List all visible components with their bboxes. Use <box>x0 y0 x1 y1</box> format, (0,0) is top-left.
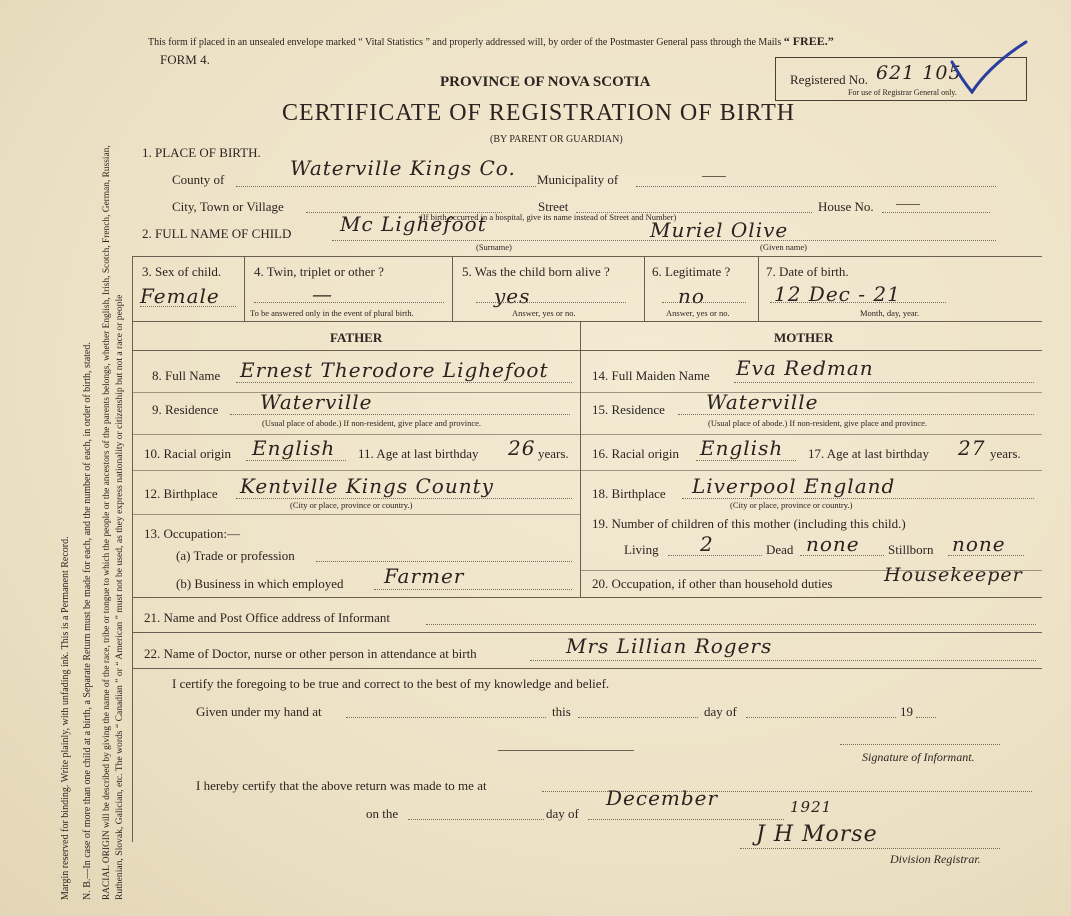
given-caption: (Given name) <box>760 242 807 252</box>
stillborn-value: none <box>952 532 1006 556</box>
father-name-label: 8. Full Name <box>152 368 221 383</box>
mother-children-label: 19. Number of children of this mother (including this child.) <box>592 516 906 531</box>
alive-value: yes <box>494 284 531 308</box>
dead-label: Dead <box>766 542 794 557</box>
father-business-value: Farmer <box>384 564 465 588</box>
municipality-label: Municipality of <box>537 172 619 187</box>
father-birthplace-label: 12. Birthplace <box>144 486 218 501</box>
registrar-day-of-label: day of <box>546 806 579 821</box>
child-name-label: 2. FULL NAME OF CHILD <box>142 226 292 241</box>
mother-residence-note: (Usual place of abode.) If non-resident, give place and province. <box>708 418 928 428</box>
father-business-label: (b) Business in which employed <box>176 576 344 591</box>
mother-birthplace-label: 18. Birthplace <box>592 486 666 501</box>
living-value: 2 <box>700 532 714 556</box>
dob-value: 12 Dec - 21 <box>774 282 901 306</box>
father-occupation-label: 13. Occupation:— <box>144 526 241 541</box>
county-value: Waterville Kings Co. <box>290 156 516 180</box>
registrar-on-the-label: on the <box>366 806 399 821</box>
margin-note-racial-cont: Ruthenian, Slovak, Galician, etc. The words “ Canadian ” or “ American ” must not be used, as they express nationality or citizenship but not a race or people <box>114 294 125 900</box>
certify-text: I certify the foregoing to be true and correct to the best of my knowledge and belief. <box>172 676 610 691</box>
city-label: City, Town or Village <box>172 199 284 214</box>
form-number: FORM 4. <box>160 52 210 67</box>
mother-age-value: 27 <box>958 436 986 460</box>
signature-informant-caption: Signature of Informant. <box>862 750 975 764</box>
registrar-certify: I hereby certify that the above return was made to me at <box>196 778 487 793</box>
father-name-value: Ernest Therodore Lighefoot <box>240 358 549 382</box>
place-heading: 1. PLACE OF BIRTH. <box>142 145 261 160</box>
alive-label: 5. Was the child born alive ? <box>462 264 610 279</box>
child-given-value: Muriel Olive <box>650 218 789 242</box>
hospital-note: (If birth occurred in a hospital, give its name instead of Street and Number) <box>420 212 677 222</box>
mother-years: years. <box>990 446 1021 461</box>
this-label: this <box>552 704 571 719</box>
mother-racial-label: 16. Racial origin <box>592 446 680 461</box>
mother-birthplace-note: (City or place, province or country.) <box>730 500 853 510</box>
father-age-value: 26 <box>508 436 536 460</box>
page-subtitle: (BY PARENT OR GUARDIAN) <box>490 134 623 145</box>
registration-year: 1921 <box>790 798 833 816</box>
father-years: years. <box>538 446 569 461</box>
informant-label: 21. Name and Post Office address of Informant <box>144 610 390 625</box>
margin-note-binding: Margin reserved for binding. Write plainly, with unfading ink. This is a Permanent Record. <box>60 536 71 900</box>
province-heading: PROVINCE OF NOVA SCOTIA <box>440 74 651 90</box>
mother-racial-value: English <box>700 436 784 460</box>
registration-month: December <box>606 786 719 810</box>
alive-note: Answer, yes or no. <box>512 308 576 318</box>
surname-caption: (Surname) <box>476 242 512 252</box>
mail-notice <box>148 34 834 49</box>
sex-value: Female <box>140 284 220 308</box>
dob-note: Month, day, year. <box>860 308 920 318</box>
division-registrar-caption: Division Registrar. <box>890 852 981 866</box>
father-residence-value: Waterville <box>260 390 373 414</box>
father-birthplace-note: (City or place, province or country.) <box>290 500 413 510</box>
child-surname-value: Mc Lighefoot <box>340 212 487 236</box>
registered-label: Registered No. <box>790 72 868 87</box>
margin-note-nb: N. B.—In case of more than one child at a birth, a Separate Return must be made for each, and the number of each, in order of birth, stated. <box>82 342 93 900</box>
mother-residence-value: Waterville <box>706 390 819 414</box>
legitimate-label: 6. Legitimate ? <box>652 264 731 279</box>
attendant-label: 22. Name of Doctor, nurse or other person in attendance at birth <box>144 646 477 661</box>
margin-note-racial: RACIAL ORIGIN will be described by giving the name of the race, tribe or tongue to which the people or the ancestors of the parents belongs, whether English, Irish, Scotch, French, German, Russian, <box>102 145 112 900</box>
mother-occupation-label: 20. Occupation, if other than household duties <box>592 576 833 591</box>
father-residence-label: 9. Residence <box>152 402 219 417</box>
father-racial-label: 10. Racial origin <box>144 446 232 461</box>
mail-notice-free: “ FREE.” <box>783 34 834 48</box>
house-label: House No. <box>818 199 874 214</box>
twin-label: 4. Twin, triplet or other ? <box>254 264 384 279</box>
legitimate-note: Answer, yes or no. <box>666 308 730 318</box>
county-label: County of <box>172 172 225 187</box>
father-age-label: 11. Age at last birthday <box>358 446 479 461</box>
attendant-value: Mrs Lillian Rogers <box>566 634 773 658</box>
given-label: Given under my hand at <box>196 704 322 719</box>
legitimate-value: no <box>678 284 705 308</box>
stillborn-label: Stillborn <box>888 542 934 557</box>
registrar-signature: J H Morse <box>756 822 878 847</box>
mail-notice-text: This form if placed in an unsealed envelope marked “ Vital Statistics ” and properly addressed will, by order of the Postmaster General pass through the Mails <box>148 37 782 48</box>
mother-heading: MOTHER <box>774 330 834 345</box>
mother-name-label: 14. Full Maiden Name <box>592 368 710 383</box>
mother-residence-label: 15. Residence <box>592 402 665 417</box>
mother-age-label: 17. Age at last birthday <box>808 446 929 461</box>
mother-birthplace-value: Liverpool England <box>692 474 896 498</box>
twin-value: — <box>312 282 333 306</box>
check-mark-icon <box>950 40 1030 100</box>
father-residence-note: (Usual place of abode.) If non-resident, give place and province. <box>262 418 482 428</box>
father-heading: FATHER <box>330 330 383 345</box>
father-racial-value: English <box>252 436 336 460</box>
page-title: CERTIFICATE OF REGISTRATION OF BIRTH <box>282 100 796 126</box>
mother-occupation-value: Housekeeper <box>884 564 1023 586</box>
mother-name-value: Eva Redman <box>736 356 874 380</box>
father-trade-label: (a) Trade or profession <box>176 548 295 563</box>
living-label: Living <box>624 542 659 557</box>
registered-number: 621 105 <box>876 62 962 84</box>
registered-note: For use of Registrar General only. <box>848 88 957 97</box>
informant-day-of-label: day of <box>704 704 737 719</box>
street-label: Street <box>538 199 569 214</box>
father-birthplace-value: Kentville Kings County <box>240 474 494 498</box>
dead-value: none <box>806 532 860 556</box>
sex-label: 3. Sex of child. <box>142 264 222 279</box>
informant-year-prefix: 19 <box>900 704 913 719</box>
dob-label: 7. Date of birth. <box>766 264 849 279</box>
twin-note: To be answered only in the event of plural birth. <box>250 308 414 318</box>
